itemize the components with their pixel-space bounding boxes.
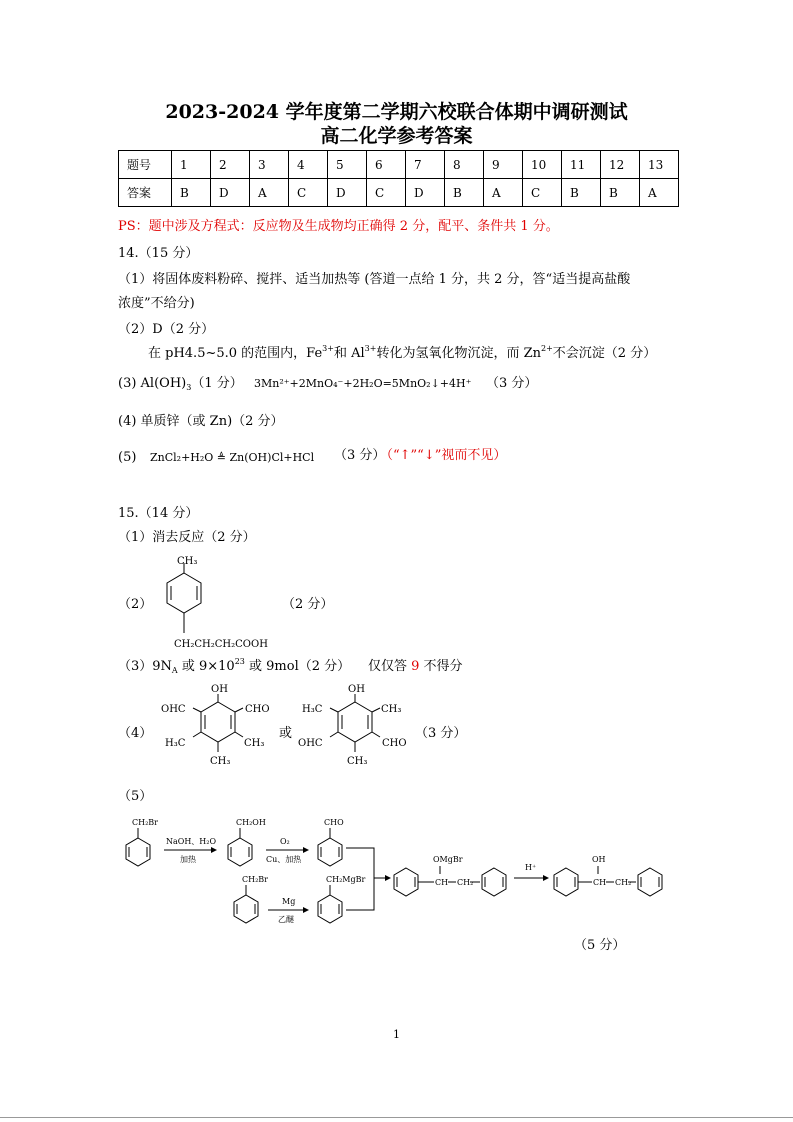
q14-part2-explanation: 在 pH4.5~5.0 的范围内，$Fe^{3+}$和 $Al^{3+}$转化为氢氧化物沉淀，而 $Zn^{2+}$不会沉淀（2 分） bbox=[148, 344, 657, 361]
label-h3c: H₃C bbox=[302, 704, 323, 715]
label-ch3: CH₃ bbox=[347, 756, 368, 767]
label-ch2br: CH₂Br bbox=[242, 875, 269, 884]
table-cell: C bbox=[523, 179, 562, 207]
q14-part3-equation: 3Mn²⁺+2MnO₄⁻+2H₂O=5MnO₂↓+4H⁺ bbox=[254, 377, 472, 390]
phenol-structure-b bbox=[292, 682, 412, 782]
table-cell: D bbox=[211, 179, 250, 207]
q14-heading: 14.（15 分） bbox=[118, 246, 199, 261]
synthesis-route bbox=[118, 810, 678, 935]
table-cell: B bbox=[445, 179, 484, 207]
benzene-ring-icon bbox=[318, 885, 342, 923]
table-cell: D bbox=[328, 179, 367, 207]
table-cell: 7 bbox=[406, 151, 445, 179]
q14-part5-note: （“↑”“↓”视而不见） bbox=[380, 448, 507, 463]
q15-part1: （1）消去反应（2 分） bbox=[118, 530, 256, 545]
label-cho: CHO bbox=[324, 818, 344, 827]
page-subtitle: 高二化学参考答案 bbox=[320, 125, 473, 147]
q15-part2-score: （2 分） bbox=[282, 597, 334, 612]
structure-label: CH₃ bbox=[177, 556, 198, 567]
toluene-butanoic-acid-structure bbox=[150, 555, 290, 655]
benzene-ring-icon bbox=[228, 828, 252, 866]
label-omgbr: OMgBr bbox=[433, 855, 463, 864]
label-ch3: CH₃ bbox=[210, 756, 231, 767]
table-row bbox=[119, 179, 679, 207]
label-oh: OH bbox=[348, 684, 365, 695]
q14-part3: (3) $Al(OH)_3(1$ 分） bbox=[118, 376, 243, 392]
page-title: 2023-2024 学年度第二学期六校联合体期中调研测试 bbox=[165, 101, 628, 123]
table-cell: 10 bbox=[523, 151, 562, 179]
structure-label: CH₂CH₂CH₂COOH bbox=[174, 639, 268, 650]
table-cell: B bbox=[601, 179, 640, 207]
q14-part1-line1: （1）将固体废料粉碎、搅拌、适当加热等 (答道一点给 1 分，共 2 分，答“适当提高盐酸 bbox=[118, 272, 631, 287]
q15-part4: （4） bbox=[118, 726, 153, 741]
label-o2: O₂ bbox=[280, 837, 290, 846]
benzene-ring-icon bbox=[482, 868, 506, 896]
label-heat: 加热 bbox=[180, 855, 196, 864]
label-ether: 乙醚 bbox=[278, 915, 294, 924]
q14-part5-equation: ZnCl₂+H₂O ≜ Zn(OH)Cl+HCl bbox=[150, 451, 315, 464]
table-cell: 9 bbox=[484, 151, 523, 179]
q15-part5-score: （5 分） bbox=[574, 938, 626, 953]
label-oh: OH bbox=[592, 855, 606, 864]
label-naoh: NaOH、H₂O bbox=[166, 837, 217, 846]
label-ch: CH bbox=[593, 878, 607, 887]
q14-part5-score: （3 分） bbox=[334, 448, 386, 463]
q15-part3-note: 仅仅答 9 不得分 bbox=[368, 659, 463, 674]
table-cell: 题号 bbox=[119, 151, 172, 179]
label-ch2mgbr: CH₂MgBr bbox=[326, 875, 366, 884]
answer-table bbox=[118, 150, 679, 207]
table-cell: 13 bbox=[640, 151, 679, 179]
benzene-ring-icon bbox=[638, 868, 662, 896]
q15-heading: 15.（14 分） bbox=[118, 506, 199, 521]
phenol-structure-a bbox=[155, 682, 275, 782]
label-ch2: CH₂ bbox=[615, 878, 632, 887]
label-cho: CHO bbox=[382, 738, 407, 749]
q15-part3: $(3)9N_A$ 或 $9\times 10^{23}$ 或 9mol（2 分） bbox=[118, 657, 351, 675]
label-mg: Mg bbox=[282, 897, 296, 906]
label-hplus: H⁺ bbox=[525, 863, 537, 872]
benzene-ring-icon bbox=[554, 868, 578, 896]
table-cell: 11 bbox=[562, 151, 601, 179]
ps-note: PS：题中涉及方程式：反应物及生成物均正确得 2 分，配平、条件共 1 分。 bbox=[118, 219, 559, 234]
table-cell: D bbox=[406, 179, 445, 207]
q14-part1-line2: 浓度”不给分) bbox=[118, 296, 195, 311]
table-cell: C bbox=[289, 179, 328, 207]
label-ch3: CH₃ bbox=[244, 738, 265, 749]
benzene-ring-icon bbox=[234, 885, 258, 923]
table-cell: 8 bbox=[445, 151, 484, 179]
page-number: 1 bbox=[393, 1028, 400, 1041]
table-cell: B bbox=[562, 179, 601, 207]
table-cell: 5 bbox=[328, 151, 367, 179]
table-cell: 2 bbox=[211, 151, 250, 179]
label-ch2: CH₂ bbox=[457, 878, 474, 887]
label-oh: OH bbox=[211, 684, 228, 695]
label-ch2oh: CH₂OH bbox=[236, 818, 266, 827]
q14-part4: (4) 单质锌（或 Zn)（2 分） bbox=[118, 414, 284, 429]
label-ch2br: CH₂Br bbox=[132, 818, 159, 827]
label-cho: CHO bbox=[245, 704, 270, 715]
table-cell: 3 bbox=[250, 151, 289, 179]
label-ohc: OHC bbox=[161, 704, 186, 715]
label-ch: CH bbox=[435, 878, 449, 887]
benzene-ring-icon bbox=[126, 828, 150, 866]
label-cu-heat: Cu、加热 bbox=[266, 855, 302, 864]
table-cell: A bbox=[640, 179, 679, 207]
table-cell: B bbox=[172, 179, 211, 207]
q14-part3-score: （3 分） bbox=[486, 376, 538, 391]
label-ch3: CH₃ bbox=[381, 704, 402, 715]
table-cell: 6 bbox=[367, 151, 406, 179]
benzene-ring-icon bbox=[394, 868, 418, 896]
label-h3c: H₃C bbox=[165, 738, 186, 749]
table-cell: 答案 bbox=[119, 179, 172, 207]
q15-part4-or: 或 bbox=[279, 726, 293, 741]
benzene-ring-icon bbox=[318, 828, 342, 866]
table-cell: A bbox=[484, 179, 523, 207]
table-cell: A bbox=[250, 179, 289, 207]
bottom-divider bbox=[0, 1117, 793, 1118]
table-cell: 4 bbox=[289, 151, 328, 179]
label-ohc: OHC bbox=[298, 738, 323, 749]
q15-part5: （5） bbox=[118, 789, 153, 804]
q15-part2: （2） bbox=[118, 597, 153, 612]
q14-part2: （2）D（2 分） bbox=[118, 322, 215, 337]
table-cell: C bbox=[367, 179, 406, 207]
table-row bbox=[119, 151, 679, 179]
q14-part5: (5) bbox=[118, 450, 137, 465]
q15-part4-score: （3 分） bbox=[415, 726, 467, 741]
table-cell: 1 bbox=[172, 151, 211, 179]
table-cell: 12 bbox=[601, 151, 640, 179]
